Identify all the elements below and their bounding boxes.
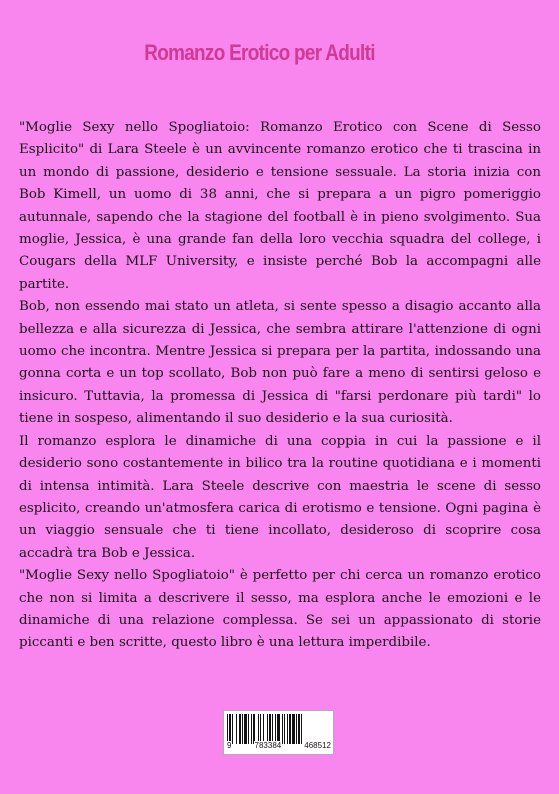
barcode-digit-first: 9 [227,741,232,750]
description-paragraph-3: Il romanzo esplora le dinamiche di una coppia in cui la passione e il desiderio sono costantemente in bilico tra la routine quotidiana e i momenti di intensa intimità. Lara Steele descrive con maestria le scene di sesso esplicito, creando un'atmosfera carica di erotismo e tensione. Ogni pagina è un viaggio sensuale che ti tiene incollato, desideroso di scoprire cosa accadrà tra Bob e Jessica. [19,433,541,561]
book-description [19,117,541,655]
isbn-barcode [223,710,334,755]
description-paragraph-4: "Moglie Sexy nello Spogliatoio" è perfetto per chi cerca un romanzo erotico che non si limita a descrivere il sesso, ma esplora anche le emozioni e le dinamiche di una relazione complessa. Se sei un appassionato di storie piccanti e ben scritte, questo libro è una lettura imperdibile. [19,568,541,651]
barcode-digits [226,741,332,750]
barcode-bars [227,714,331,744]
description-paragraph-1: "Moglie Sexy nello Spogliatoio: Romanzo Erotico con Scene di Sesso Esplicito" di Lara Steele è un avvincente romanzo erotico che ti trascina in un mondo di passione, desiderio e tensione sessuale. La storia inizia con Bob Kimell, un uomo di 38 anni, che si prepara a un pigro pomeriggio autunnale, sapendo che la stagione del football è in pieno svolgimento. Sua moglie, Jessica, è una grande fan della loro vecchia squadra del college, i Cougars della MLF University, e insiste perché Bob la accompagni alle partite. [19,120,541,292]
description-paragraph-2: Bob, non essendo mai stato un atleta, si sente spesso a disagio accanto alla bellezza e alla sicurezza di Jessica, che sembra attirare l'attenzione di ogni uomo che incontra. Mentre Jessica si prepara per la partita, indossando una gonna corta e un top scollato, Bob non può fare a meno di sentirsi geloso e insicuro. Tuttavia, la promessa di Jessica di "farsi perdonare più tardi" lo tiene in sospeso, alimentando il suo desiderio e la sua curiosità. [19,299,541,427]
barcode-digit-group-2: 468512 [304,741,331,750]
barcode-digit-group-1: 783384 [254,741,282,750]
page-title: Romanzo Erotico per Adulti [144,40,375,65]
